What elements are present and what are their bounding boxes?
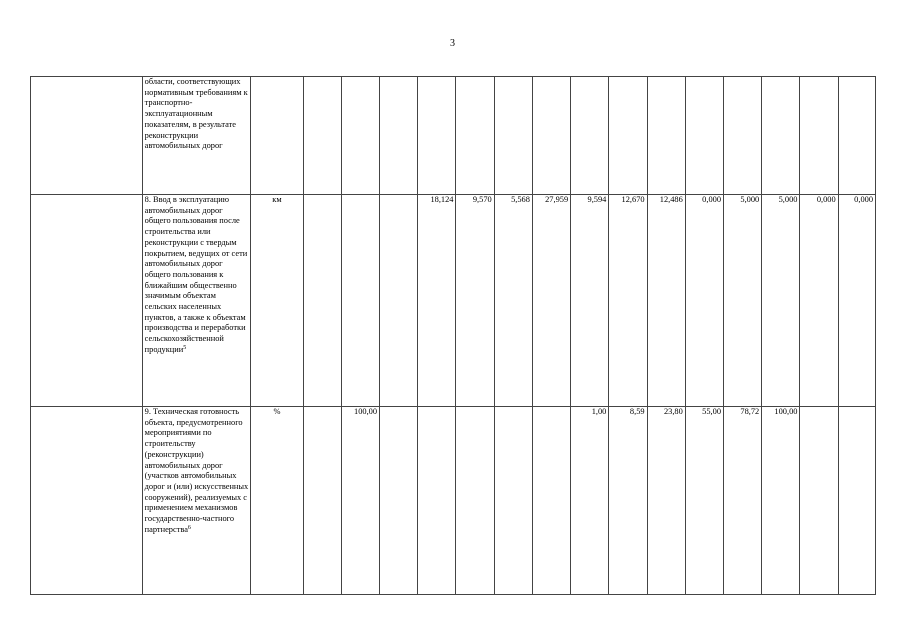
value-cell: 0,000 — [800, 195, 838, 407]
value-cell — [456, 407, 494, 595]
table-row — [31, 407, 876, 595]
value-cell — [456, 77, 494, 195]
indicator-name-cell — [142, 407, 251, 595]
value-cell — [303, 77, 341, 195]
value-cell — [800, 77, 838, 195]
footnote-marker: 6 — [187, 524, 191, 531]
value-cell — [380, 195, 418, 407]
value-cell: 5,000 — [724, 195, 762, 407]
value-cell — [303, 195, 341, 407]
unit-cell — [251, 77, 303, 195]
value-cell — [494, 407, 532, 595]
value-cell: 23,80 — [647, 407, 685, 595]
value-cell — [647, 77, 685, 195]
value-cell — [341, 77, 379, 195]
value-cell: 9,594 — [571, 195, 609, 407]
unit-cell: км — [251, 195, 303, 407]
value-cell: 9,570 — [456, 195, 494, 407]
value-cell — [800, 407, 838, 595]
value-cell: 5,000 — [762, 195, 800, 407]
value-cell — [724, 77, 762, 195]
table-body — [31, 77, 876, 595]
value-cell — [532, 77, 570, 195]
unit-cell: % — [251, 407, 303, 595]
value-cell: 78,72 — [724, 407, 762, 595]
indicator-name-cell — [142, 195, 251, 407]
value-cell: 5,568 — [494, 195, 532, 407]
indicators-table — [30, 76, 876, 595]
table-row — [31, 195, 876, 407]
value-cell: 8,59 — [609, 407, 647, 595]
table-cell-blank — [31, 407, 143, 595]
table-row — [31, 77, 876, 195]
value-cell — [418, 407, 456, 595]
value-cell: 1,00 — [571, 407, 609, 595]
value-cell: 100,00 — [762, 407, 800, 595]
value-cell: 12,670 — [609, 195, 647, 407]
value-cell — [609, 77, 647, 195]
value-cell: 0,000 — [838, 195, 875, 407]
value-cell — [380, 407, 418, 595]
value-cell — [532, 407, 570, 595]
value-cell — [341, 195, 379, 407]
value-cell — [838, 407, 875, 595]
value-cell — [494, 77, 532, 195]
value-cell: 18,124 — [418, 195, 456, 407]
value-cell — [838, 77, 875, 195]
indicator-name: 9. Техническая готовность объекта, предусмотренного мероприятиями по строительству (реконструкции) автомобильных дорог (участков автомобильных дорог и (или) искусственных сооружений), реализуемых с применением механизмов государственно-частного партнерства — [144, 407, 249, 534]
value-cell — [303, 407, 341, 595]
table-cell-blank — [31, 195, 143, 407]
page-number: 3 — [450, 38, 455, 49]
value-cell — [571, 77, 609, 195]
indicator-name: 8. Ввод в эксплуатацию автомобильных дорог общего пользования после строительства или реконструкции с твердым покрытием, ведущих от сети автомобильных дорог общего пользования к ближайшим общественно значимым объектам сельских населенных пунктов, а также к объектам производства и переработки сельскохозяйственной продукции — [144, 195, 248, 354]
value-cell: 55,00 — [685, 407, 723, 595]
value-cell — [418, 77, 456, 195]
indicator-name: области, соответствующих нормативным требованиям к транспортно-эксплуатационным показателям, в результате реконструкции автомобильных дорог — [144, 77, 248, 151]
value-cell: 0,000 — [685, 195, 723, 407]
value-cell: 100,00 — [341, 407, 379, 595]
value-cell: 27,959 — [532, 195, 570, 407]
indicator-name-cell — [142, 77, 251, 195]
value-cell: 12,486 — [647, 195, 685, 407]
table-cell-blank — [31, 77, 143, 195]
value-cell — [685, 77, 723, 195]
value-cell — [762, 77, 800, 195]
footnote-marker: 5 — [183, 344, 187, 351]
value-cell — [380, 77, 418, 195]
